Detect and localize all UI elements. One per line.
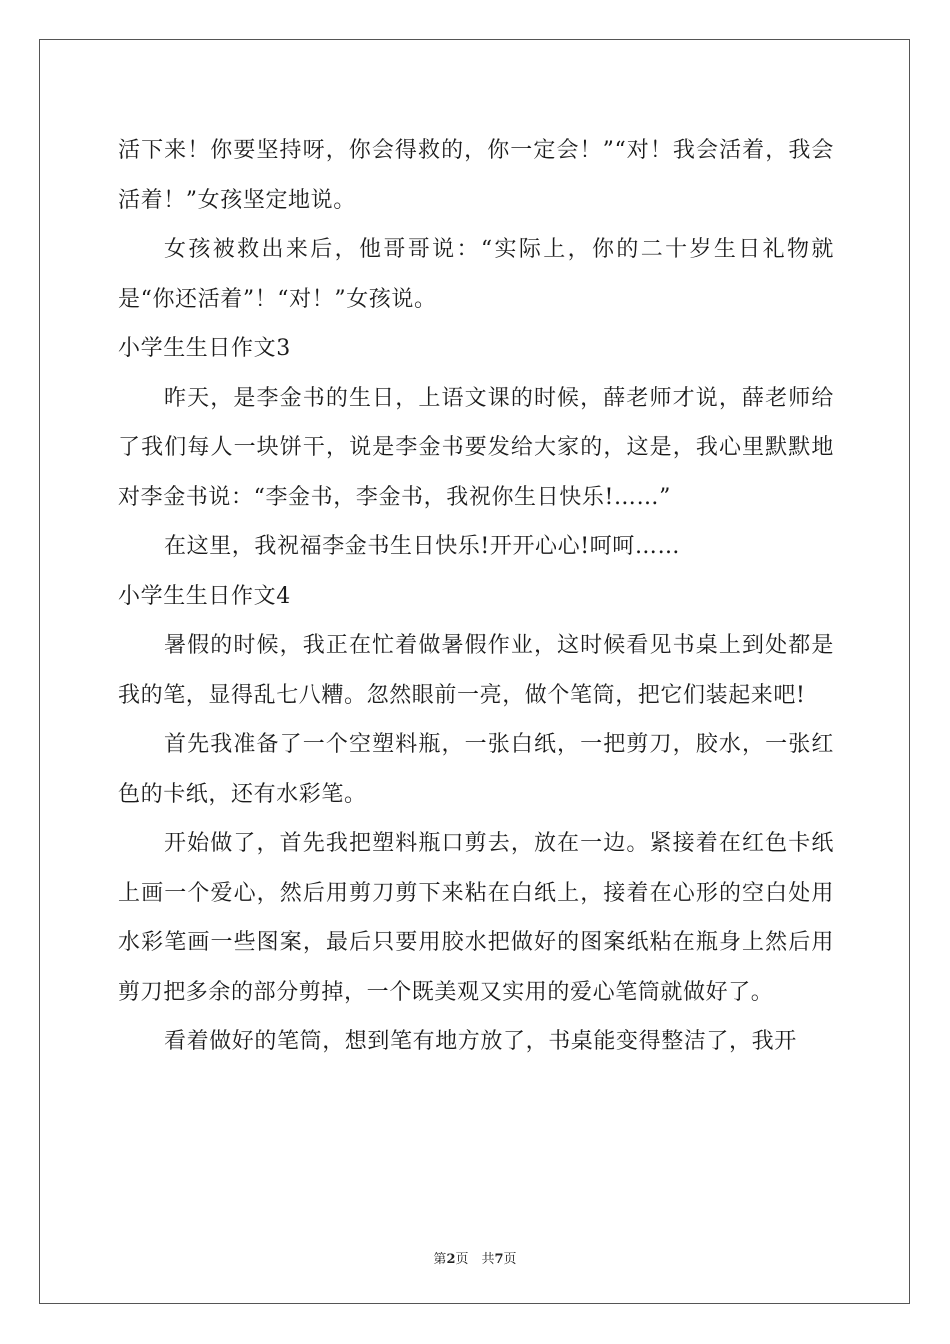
paragraph: 首先我准备了一个空塑料瓶，一张白纸，一把剪刀，胶水，一张红色的卡纸，还有水彩笔。	[118, 732, 834, 807]
footer-prefix: 第	[433, 1252, 447, 1267]
paragraph: 看着做好的笔筒，想到笔有地方放了，书桌能变得整洁了，我开	[164, 1029, 797, 1054]
footer-middle: 页 共	[455, 1252, 495, 1267]
footer-total-pages: 7	[494, 1252, 504, 1267]
paragraph: 开始做了，首先我把塑料瓶口剪去，放在一边。紧接着在红色卡纸上画一个爱心，然后用剪刀剪下来粘在白纸上，接着在心形的空白处用水彩笔画一些图案，最后只要用胶水把做好的图案纸粘在瓶身上然后用剪刀把多余的部分剪掉，一个既美观又实用的爱心笔筒就做好了。	[118, 831, 834, 1005]
paragraph: 活下来！你要坚持呀，你会得救的，你一定会！”“对！我会活着，我会活着！”女孩坚定地说。	[118, 138, 834, 213]
section-heading: 小学生生日作文4	[118, 583, 291, 609]
page-footer	[0, 1248, 950, 1267]
document-body	[118, 126, 834, 1067]
footer-page-number: 2	[446, 1252, 456, 1267]
paragraph: 昨天，是李金书的生日，上语文课的时候，薛老师才说，薛老师给了我们每人一块饼干，说是李金书要发给大家的，这是，我心里默默地对李金书说：“李金书，李金书，我祝你生日快乐!……”	[118, 385, 834, 510]
footer-suffix: 页	[503, 1252, 517, 1267]
section-heading: 小学生生日作文3	[118, 336, 291, 361]
paragraph: 在这里，我祝福李金书生日快乐!开开心心!呵呵……	[164, 534, 681, 559]
paragraph: 暑假的时候，我正在忙着做暑假作业，这时候看见书桌上到处都是我的笔，显得乱七八糟。忽然眼前一亮，做个笔筒，把它们装起来吧!	[118, 633, 834, 708]
paragraph: 女孩被救出来后，他哥哥说：“实际上，你的二十岁生日礼物就是“你还活着”！“对！”女孩说。	[118, 237, 834, 312]
